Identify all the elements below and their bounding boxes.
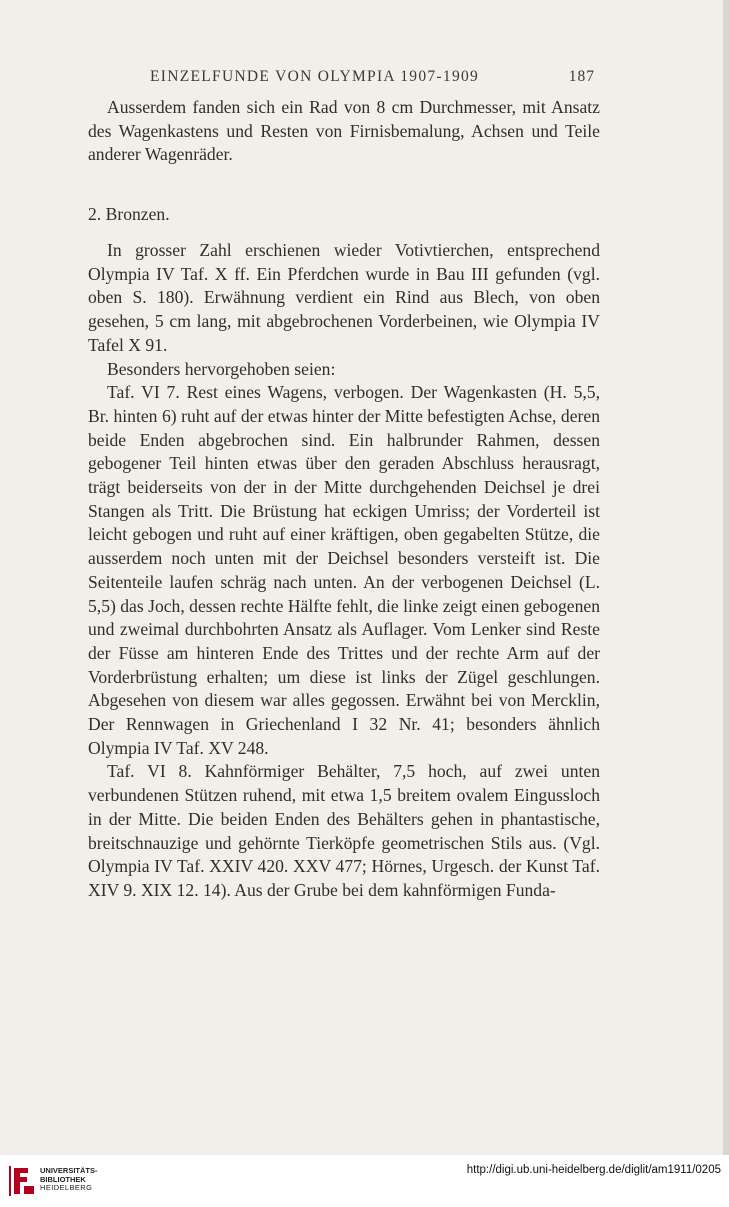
library-name xyxy=(40,1167,98,1193)
page-number: 187 xyxy=(568,68,595,85)
section-heading: 2. Bronzen. xyxy=(88,204,170,224)
library-name-line-2: BIBLIOTHEK xyxy=(40,1174,86,1184)
paragraph-taf-vi-7: Taf. VI 7. Rest eines Wagens, verbogen. Der Wagenkasten (H. 5,5, Br. hinten 6) ruht auf der etwas hinter der Mitte befestigten Achse, deren beide Enden abgebrochen sind. Ein halbrunder Rahmen, dessen gebogener Teil hinten etwas über den geraden Abschluss herausragt, trägt beiderseits von der in der Mitte durchgehenden Deichsel je drei Stangen als Tritt. Die Brüstung hat eckigen Umriss; der Vorderteil ist leicht gebogen und ruht auf einer kräftigen, oben gegabelten Stütze, die ausserdem noch unten mit der Deichsel besonders versteift ist. Die Seitenteile laufen schräg nach unten. An der verbogenen Deichsel (L. 5,5) das Joch, dessen rechte Hälfte fehlt, die linke zeigt einen gebogenen und zweimal durchbohrten Ansatz als Auflager. Vom Lenker sind Reste der Füsse am hinteren Ende des Trittes und der rechte Arm auf der Vorderbrüstung erhalten; um diese ist links der Zügel geschlungen. Abgesehen von diesem war alles gegossen. Erwähnt bei von Mercklin, Der Rennwagen in Griechenland I 32 Nr. 41; besonders ähnlich Olympia IV Taf. XV 248. xyxy=(88,382,600,758)
footer-bar xyxy=(0,1155,729,1207)
intro-text-block xyxy=(88,96,600,167)
page-header xyxy=(150,68,595,90)
library-seal-icon xyxy=(8,1164,36,1198)
paragraph-votivtierchen: In grosser Zahl erschienen wieder Votivtierchen, entsprechend Olympia IV Taf. X ff. Ein Pferdchen wurde in Bau III gefunden (vgl. oben S. 180). Erwähnung verdient ein Rind aus Blech, von oben gesehen, 5 cm lang, mit abgebrochenen Vorderbeinen, wie Olympia IV Tafel X 91. xyxy=(88,240,600,355)
intro-paragraph: Ausserdem fanden sich ein Rad von 8 cm Durchmesser, mit Ansatz des Wagenkastens und Resten von Firnisbemalung, Achsen und Teile anderer Wagenräder. xyxy=(88,97,600,165)
paragraph-taf-vi-8: Taf. VI 8. Kahnförmiger Behälter, 7,5 hoch, auf zwei unten verbundenen Stützen ruhend, mit etwa 1,5 breitem ovalem Eingussloch in der Mitte. Die beiden Enden des Behälters gehen in phantastische, breitschnauzige und gehörnte Tierköpfe geometrischen Stils aus. (Vgl. Olympia IV Taf. XXIV 420. XXV 477; Hörnes, Urgesch. der Kunst Taf. XIV 9. XIX 12. 14). Aus der Grube bei dem kahnförmigen Funda- xyxy=(88,761,600,900)
section-body xyxy=(88,239,600,903)
running-head: EINZELFUNDE VON OLYMPIA 1907-1909 xyxy=(150,68,480,85)
library-name-line-3: HEIDELBERG xyxy=(40,1183,93,1192)
paragraph-besonders: Besonders hervorgehoben seien: xyxy=(107,358,336,379)
library-name-line-1: UNIVERSITÄTS- xyxy=(40,1166,98,1175)
source-url-link[interactable]: http://digi.ub.uni-heidelberg.de/diglit/am1911/0205 xyxy=(466,1164,721,1176)
page-edge xyxy=(723,0,729,1155)
